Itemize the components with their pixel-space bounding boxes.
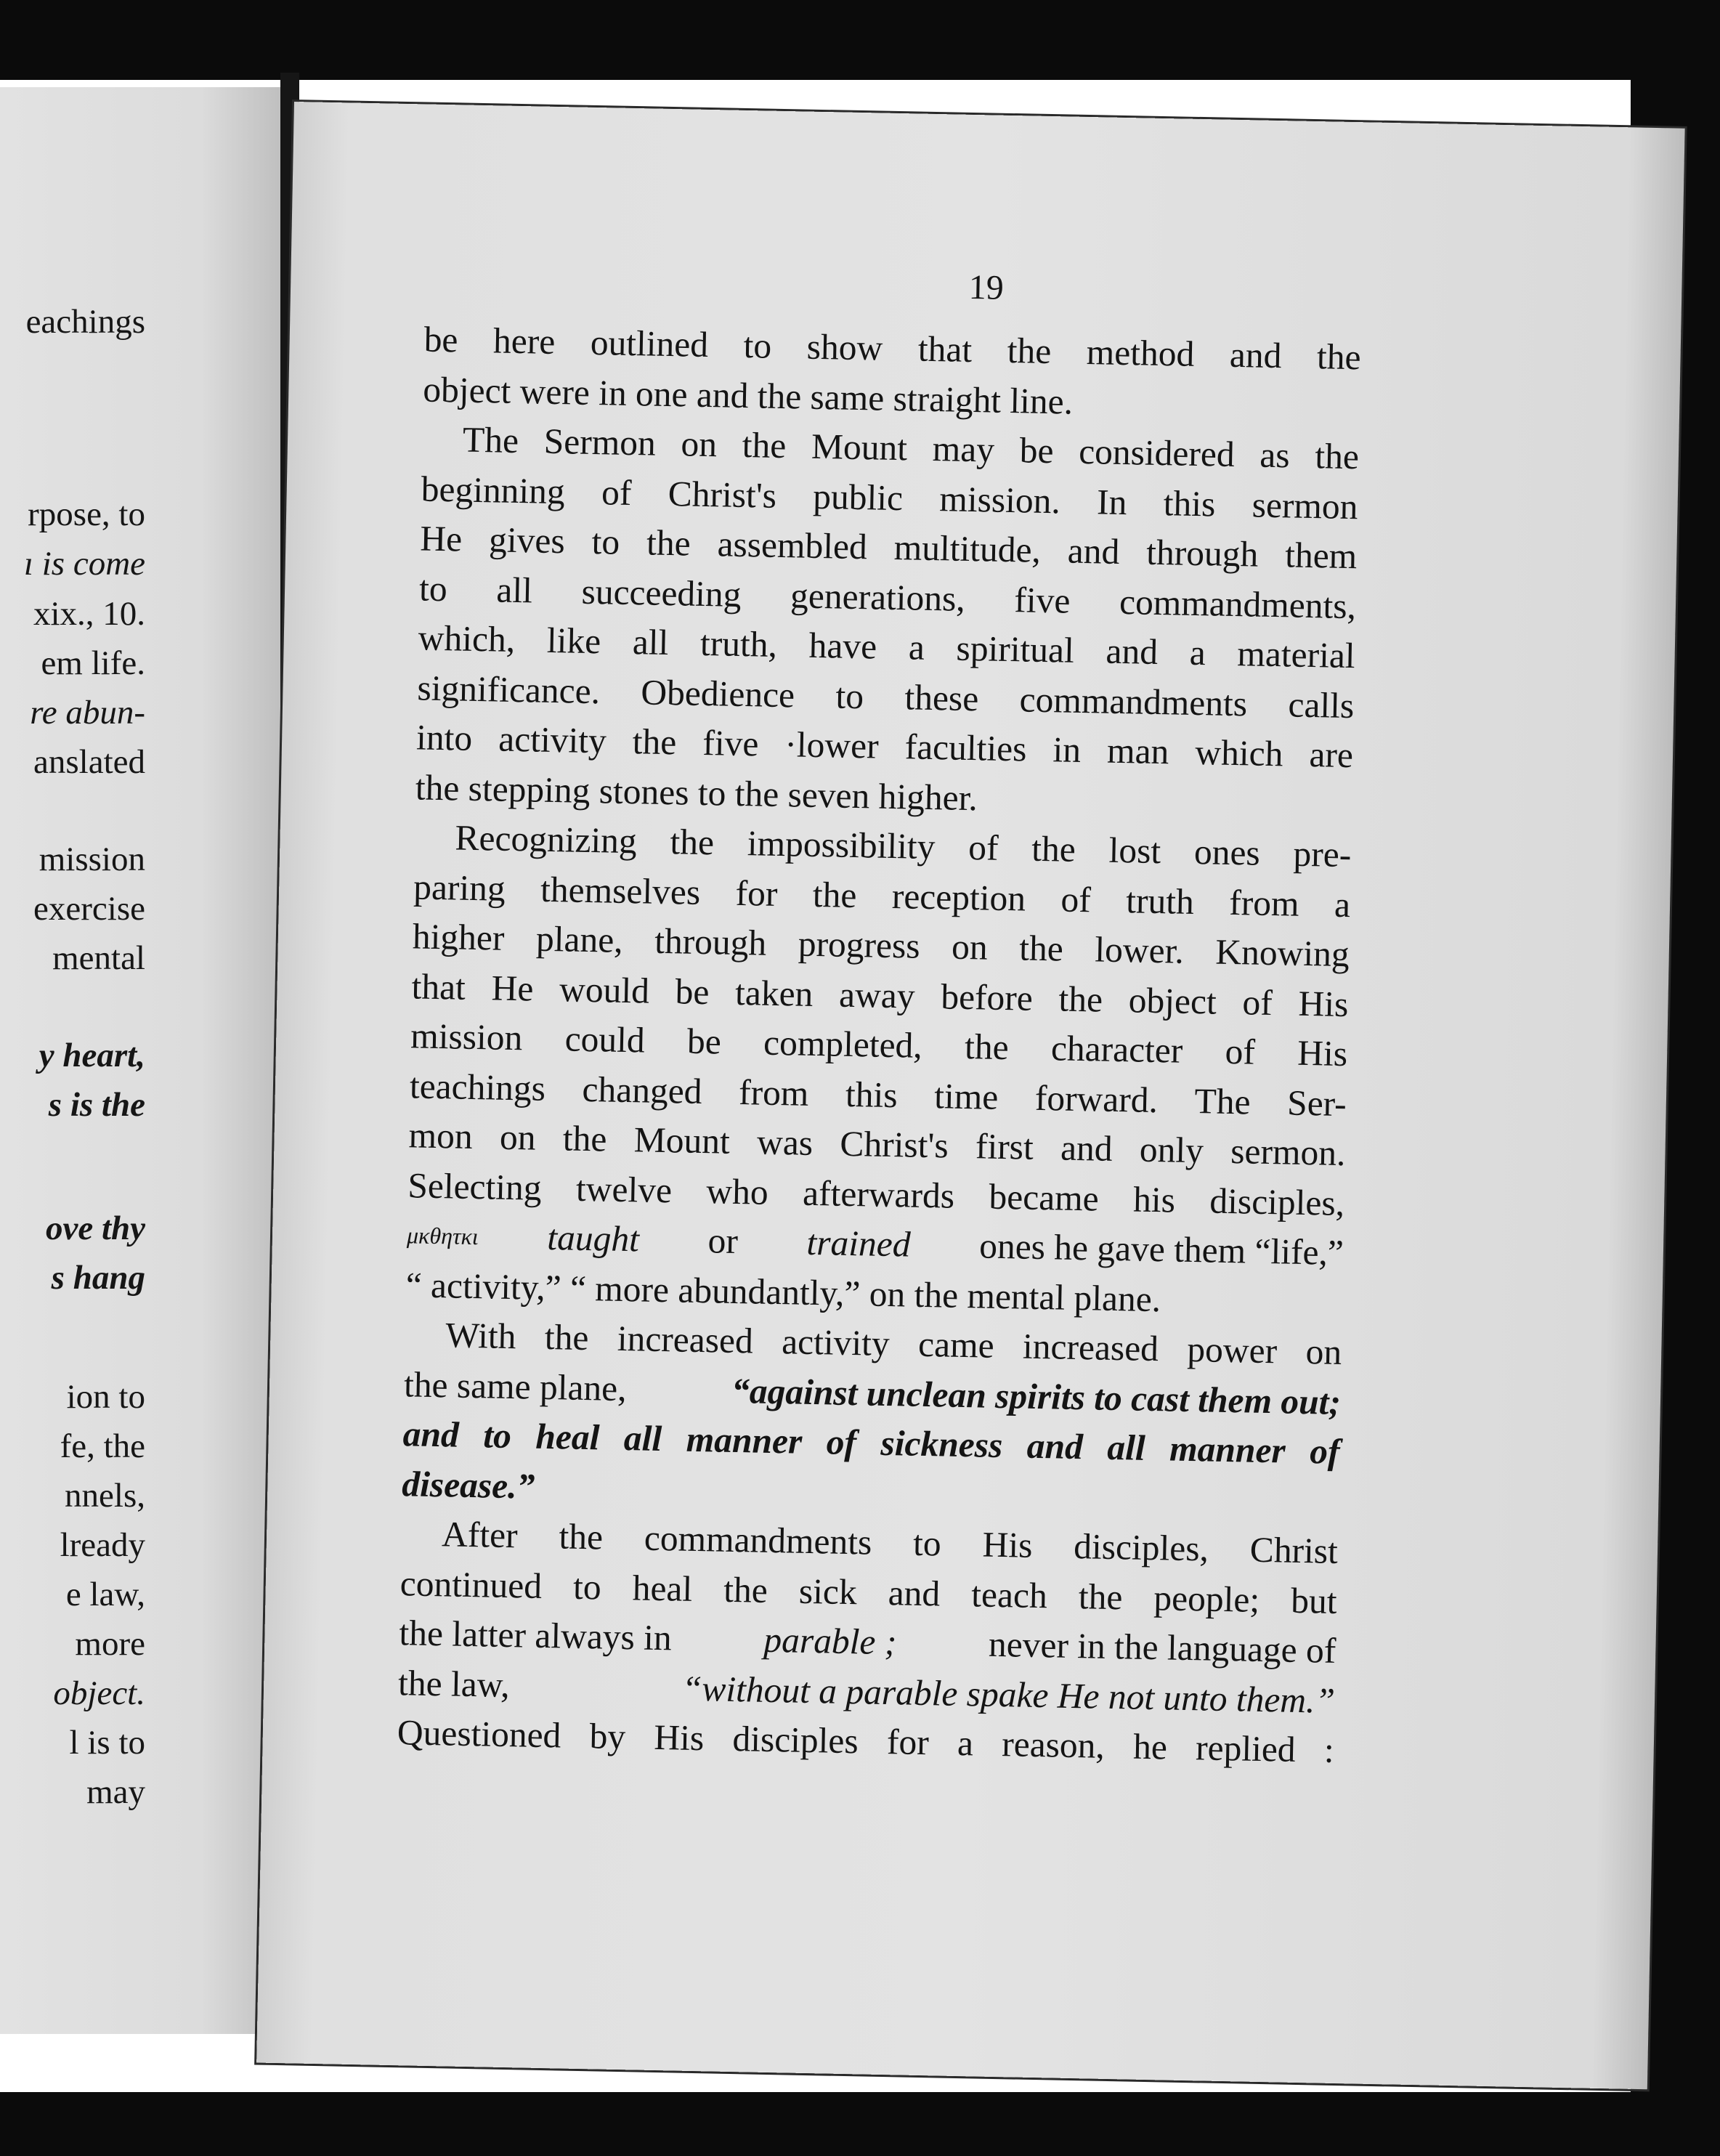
word: replied (1195, 1727, 1297, 1770)
word: mission (410, 1016, 523, 1058)
word: calls (1288, 684, 1355, 726)
line-tail: never in the language of (988, 1624, 1336, 1671)
word: all (623, 1418, 662, 1459)
word: before (940, 976, 1034, 1018)
word: people; (1153, 1577, 1260, 1620)
word: to (835, 675, 864, 716)
word: that (917, 328, 973, 370)
word: afterwards (802, 1172, 955, 1216)
line-head: the latter always in (399, 1613, 673, 1658)
word: Christ's (668, 473, 777, 516)
word: as (1259, 434, 1291, 476)
word: In (1096, 481, 1128, 522)
word: the (632, 721, 677, 763)
word: and (402, 1414, 460, 1455)
word: from (1228, 882, 1300, 924)
word: Mount (811, 426, 908, 469)
word: activity (498, 718, 607, 761)
word: for (886, 1722, 930, 1763)
word: disciples, (1073, 1525, 1209, 1569)
word: a (957, 1722, 974, 1764)
word: are (1308, 734, 1354, 776)
word: He (491, 967, 534, 1009)
left-fragment: e law, (65, 1576, 145, 1613)
word: the (964, 1026, 1010, 1068)
word: spiritual (956, 628, 1075, 670)
word: themselves (540, 869, 701, 912)
word: Obedience (640, 671, 795, 715)
word: Selecting (407, 1164, 543, 1208)
word: all (495, 569, 533, 610)
word: commandments, (1119, 581, 1357, 626)
left-fragment: nnels, (65, 1477, 145, 1515)
word: a (1189, 632, 1206, 673)
left-fragment: fe, the (60, 1427, 145, 1465)
word: teach (970, 1573, 1048, 1616)
word: into (415, 717, 473, 758)
word: the (559, 1516, 604, 1557)
word: mission. (938, 478, 1061, 521)
word: taken (734, 972, 814, 1014)
word: His (653, 1717, 705, 1759)
word: five (702, 722, 759, 764)
word: He (419, 518, 463, 559)
word: but (1290, 1580, 1338, 1621)
word: on (1305, 1332, 1342, 1372)
word: first (975, 1126, 1034, 1167)
left-fragment: s hang (51, 1259, 145, 1297)
word: truth, (699, 623, 778, 665)
word: disciples (731, 1719, 859, 1762)
left-fragment: may (86, 1773, 145, 1811)
left-fragment: l is to (69, 1724, 145, 1762)
word: would (559, 968, 650, 1011)
word: succeeding (581, 571, 742, 615)
left-fragment: em life. (41, 644, 145, 682)
left-fragment: rpose, to (28, 495, 145, 533)
word: activity (781, 1321, 891, 1364)
word: disciples, (1209, 1180, 1345, 1223)
italic-word: trained (806, 1222, 912, 1265)
word: manner (1169, 1428, 1286, 1471)
left-fragment: object. (53, 1674, 145, 1712)
word: significance. (417, 667, 601, 711)
word: the (562, 1118, 607, 1159)
word: to (743, 325, 772, 366)
word: of (1225, 1031, 1256, 1072)
left-fragment: lready (60, 1526, 145, 1564)
word: was (756, 1122, 814, 1163)
text-line: “ activity,” “ more abundantly,” on the mental plane. (405, 1264, 1161, 1319)
word: increased (1022, 1326, 1159, 1369)
word: After (441, 1514, 519, 1556)
word: the (1031, 828, 1076, 870)
word: mon (408, 1115, 474, 1156)
word: the (544, 1316, 589, 1358)
word: and (1229, 334, 1282, 376)
word: considered (1078, 431, 1236, 474)
word: of (826, 1422, 857, 1463)
word: became (989, 1176, 1100, 1219)
word: that (411, 965, 466, 1008)
word: be (1019, 430, 1055, 471)
word: to (572, 1566, 602, 1607)
left-fragment: eachings (25, 303, 145, 341)
word: lost (1108, 830, 1161, 872)
left-fragment: s is the (48, 1086, 145, 1124)
word: man (1106, 730, 1169, 772)
greek-word: μκθητκι (406, 1222, 479, 1250)
word: be (686, 1021, 722, 1062)
word: sick (798, 1571, 858, 1612)
word: plane, (535, 918, 624, 960)
word: which, (418, 617, 516, 660)
left-fragment: exercise (33, 890, 145, 928)
word: a (908, 627, 925, 668)
word: lower. (1094, 929, 1185, 971)
word: twelve (575, 1168, 673, 1210)
word: the (1058, 978, 1103, 1020)
word: forward. (1034, 1077, 1159, 1120)
word: teachings (409, 1065, 546, 1109)
word: time (933, 1075, 999, 1117)
word: impossibility (747, 823, 936, 867)
left-fragment: mental (52, 939, 145, 977)
word: this (845, 1074, 898, 1115)
word: Mount (633, 1119, 731, 1162)
word: the (670, 822, 715, 863)
left-page (0, 87, 287, 2034)
word: show (806, 326, 883, 368)
word: Recognizing (455, 817, 638, 862)
left-fragment: ion to (66, 1378, 145, 1416)
word: multitude, (893, 527, 1042, 570)
word: five (1013, 579, 1071, 621)
word: and (1106, 631, 1159, 672)
word: the (1314, 436, 1360, 477)
word: commandments (1019, 678, 1248, 724)
word: heal (535, 1416, 600, 1458)
word: to (418, 567, 448, 609)
word: Questioned (397, 1712, 561, 1756)
word: reception (891, 875, 1026, 919)
word: completed, (763, 1022, 923, 1066)
word: his (1132, 1178, 1176, 1220)
word: beginning (421, 468, 566, 511)
word: The (462, 419, 519, 461)
left-fragment: re abun- (30, 694, 145, 732)
text-line: the stepping stones to the seven higher. (415, 766, 978, 818)
word: the (1007, 330, 1052, 372)
word: The (1194, 1080, 1252, 1122)
word: all (632, 622, 669, 663)
word: ones (1193, 831, 1261, 873)
word: manner (686, 1419, 803, 1462)
word: generations, (790, 575, 966, 619)
word: increased (617, 1318, 754, 1361)
word: character (1050, 1028, 1183, 1071)
word: to (912, 1523, 942, 1564)
word: and (1067, 530, 1120, 572)
word: Christ (1249, 1529, 1339, 1571)
scan-border-top (0, 0, 1720, 80)
word: on (681, 423, 718, 465)
word: His (1297, 1032, 1348, 1074)
word: here (492, 320, 556, 362)
word: sermon. (1230, 1131, 1346, 1174)
word: gives (488, 519, 566, 562)
word: be (675, 970, 710, 1012)
word: by (589, 1716, 626, 1757)
word: public (812, 476, 904, 518)
word: through (1145, 532, 1259, 575)
line-head: the same plane, (403, 1363, 628, 1409)
word: outlined (590, 322, 709, 365)
left-fragment: ı is come (23, 545, 145, 583)
left-fragment: y heart, (38, 1037, 145, 1074)
word: the (1018, 928, 1064, 969)
text-line: disease.” (401, 1463, 535, 1507)
word: to (482, 1415, 512, 1456)
word: this (1163, 482, 1216, 524)
word: faculties (904, 726, 1027, 769)
word: the (1078, 1576, 1123, 1617)
left-fragment: ove thy (45, 1209, 145, 1247)
word: ·lower (784, 724, 880, 766)
word: came (917, 1324, 995, 1366)
word: on (951, 926, 989, 968)
word: of (1309, 1431, 1341, 1472)
word: pre- (1293, 833, 1352, 875)
word: reason, (1001, 1724, 1106, 1766)
word: higher (412, 916, 505, 958)
word: sermon (1252, 484, 1359, 527)
word: of (1242, 981, 1273, 1023)
word: who (705, 1170, 769, 1212)
word: the (812, 874, 857, 915)
italic-word: taught (546, 1217, 640, 1260)
word: With (445, 1315, 516, 1357)
word: all (1106, 1427, 1146, 1468)
word: in (1052, 729, 1082, 770)
word: object (1128, 979, 1217, 1022)
word: truth (1125, 880, 1195, 922)
page-number: 19 (968, 267, 1005, 307)
word: through (654, 920, 767, 963)
word: on (499, 1116, 537, 1158)
word: heal (632, 1567, 693, 1609)
word: to (591, 521, 620, 562)
word: them (1284, 535, 1358, 577)
word: of (601, 471, 632, 513)
word: Christ's (839, 1123, 949, 1166)
right-page (256, 102, 1684, 2089)
word: the (646, 522, 691, 564)
word: continued (399, 1563, 543, 1606)
word: away (838, 974, 916, 1016)
word: and (1060, 1127, 1113, 1169)
word: of (1060, 878, 1092, 920)
word: a (1334, 884, 1351, 925)
word: the (1316, 336, 1362, 378)
word: and (1026, 1425, 1084, 1467)
word: for (735, 872, 778, 914)
word: assembled (717, 524, 868, 567)
word: paring (413, 866, 506, 909)
word: the (723, 1569, 768, 1610)
word: of (968, 827, 999, 868)
word: or (707, 1220, 739, 1262)
word: could (564, 1018, 646, 1061)
line-tail: ones he gave them “life,” (978, 1225, 1344, 1273)
bold-italic-quote: “against unclean spirits to cast them out; (731, 1370, 1342, 1422)
word: only (1139, 1129, 1204, 1171)
italic-word: parable ; (763, 1619, 897, 1663)
word: Ser- (1286, 1082, 1347, 1124)
word: the (742, 424, 787, 466)
word: progress (798, 923, 921, 966)
left-fragment: xix., 10. (33, 595, 145, 633)
word: changed (582, 1069, 703, 1111)
word: and (888, 1572, 941, 1613)
word: which (1194, 732, 1283, 774)
word: like (546, 620, 601, 662)
word: from (738, 1071, 809, 1114)
body-text (397, 315, 1361, 1775)
left-fragment: anslated (33, 743, 145, 781)
word: commandments (644, 1517, 872, 1563)
left-fragment: mission (38, 840, 145, 878)
line-head: the law, (397, 1662, 511, 1705)
left-fragment: more (75, 1625, 145, 1663)
word: sickness (880, 1422, 1003, 1466)
word: : (1323, 1730, 1335, 1770)
word: power (1186, 1329, 1278, 1371)
word: be (423, 319, 459, 360)
word: Knowing (1214, 931, 1350, 975)
scan-border-bottom (0, 2092, 1720, 2156)
word: method (1086, 332, 1195, 374)
word: His (1298, 983, 1349, 1024)
word: Sermon (543, 421, 657, 463)
text-line: object were in one and the same straight line. (422, 368, 1074, 422)
word: these (904, 676, 979, 718)
word: may (932, 428, 995, 470)
italic-quote: “without a parable spake He not unto them.” (681, 1668, 1336, 1721)
word: material (1236, 633, 1356, 676)
word: have (808, 625, 877, 667)
word: His (982, 1524, 1033, 1565)
word: he (1132, 1726, 1168, 1767)
